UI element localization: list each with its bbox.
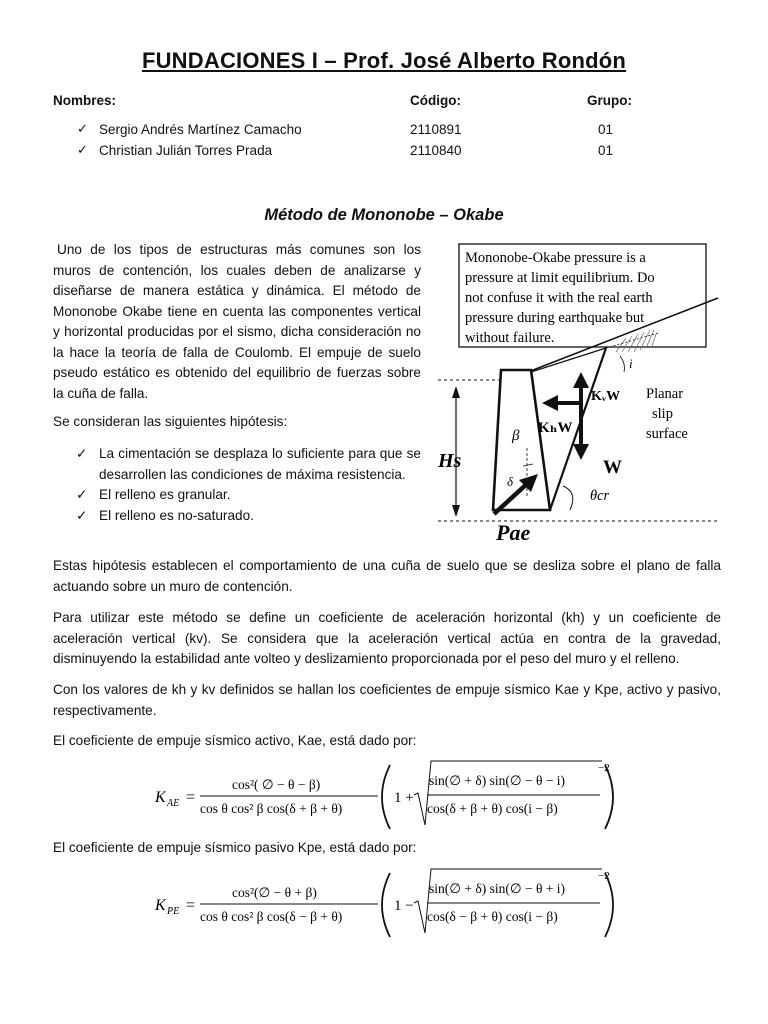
kpe-sign: 1 − [394,898,414,914]
student-group: 01 [598,143,614,158]
kpe-inner-denominator: cos(δ − β + θ) cos(i − β) [427,909,558,924]
figure-note-line: not confuse it with the real earth [465,290,653,306]
i-label: i [629,356,633,371]
paragraph: El coeficiente de empuje sísmico activo, Kae, está dado por: [53,733,417,748]
kv-w-label: KᵥW [591,389,621,404]
student-group: 01 [598,122,614,137]
kae-denominator: cos θ cos² β cos(δ + β + θ) [200,801,343,816]
mononobe-okabe-diagram [428,238,728,558]
student-code: 2110891 [410,122,462,137]
paragraph: Estas hipótesis establecen el comportamiento de una cuña de suelo que se desliza sobre el plano de falla actuando sobre un muro de contención. [53,558,721,594]
names-header: Nombres: [53,93,117,108]
figure-note-line: without failure. [465,330,555,346]
group-header: Grupo: [587,93,632,108]
list-item [76,506,421,527]
hypotheses-list [76,444,421,526]
paragraph: Para utilizar este método se define un coeficiente de aceleración horizontal (kh) y un coeficiente de aceleración vertical (kv). Se considera que la aceleración vertical actúa en contra de la gravedad, disminuyendo la estabilidad ante volteo y deslizamiento proporcionada por el peso del muro y el relleno. [53,610,721,666]
student-code: 2110840 [410,143,462,158]
hypotheses-title: Se consideran las siguientes hipótesis: [53,414,288,429]
paragraph: El coeficiente de empuje sísmico pasivo Kpe, está dado por: [53,840,417,855]
kpe-numerator: cos²(∅ − θ + β) [232,885,317,900]
intro-text: Uno de los tipos de estructuras más comunes son los muros de contención, los cuales deben de analizarse y diseñarse de manera estática y dinámica. El método de Mononobe Okabe tiene en cuenta las componentes vertical y horizontal producidas por el sismo, dicha consideración no la hace la teoría de falla de Coulomb. El empuje de suelo pseudo estático es obtenido del equilibrio de fuerzas sobre la cuña de falla. [53,242,421,401]
kpe-inner-numerator: sin(∅ + δ) sin(∅ − θ + i) [429,881,566,896]
svg-text:=: = [186,897,196,914]
figure-note-line: pressure at limit equilibrium. Do [465,270,655,286]
kpe-lhs-sub: PE [167,906,180,917]
kpe-denominator: cos θ cos² β cos(δ − β + θ) [200,909,343,924]
kae-exponent: −2 [598,762,610,774]
hypothesis-text: La cimentación se desplaza lo suficiente para que se desarrollen las condiciones de máxima resistencia. [99,446,421,482]
kae-numerator: cos²( ∅ − θ − β) [232,777,321,792]
surface-label: surface [646,426,688,442]
checkmark-icon: ✓ [77,121,88,136]
kpe-exponent: −2 [598,870,610,882]
checkmark-icon: ✓ [76,446,88,461]
kae-lhs: K [155,789,166,806]
delta-label: δ [507,474,514,489]
kpe-lhs: K [155,897,166,914]
w-label: W [603,457,622,478]
intro-paragraph [53,240,421,404]
list-item [76,485,421,506]
checkmark-icon: ✓ [76,487,88,502]
svg-text:=: = [186,789,196,806]
hs-label: Hs [438,450,462,472]
student-name: Christian Julián Torres Prada [99,143,273,158]
hypothesis-text: El relleno es no-saturado. [99,507,254,523]
kae-equation [150,755,630,835]
student-name: Sergio Andrés Martínez Camacho [99,122,302,137]
beta-label: β [512,428,520,444]
figure-note-line: pressure during earthquake but [465,310,645,326]
code-header: Código: [410,93,461,108]
slip-label: slip [652,406,673,422]
planar-label: Planar [646,386,684,402]
kpe-equation [150,863,630,943]
paragraph: Con los valores de kh y kv definidos se hallan los coeficientes de empuje sísmico Kae y Kpe, activo y pasivo, respectivamente. [53,682,721,718]
theta-cr-label: θcr [590,488,610,504]
kae-lhs-sub: AE [167,798,180,809]
pae-label: Pae [496,520,531,545]
kae-inner-denominator: cos(δ + β + θ) cos(i − β) [427,801,558,816]
kae-sign: 1 + [394,790,414,806]
kh-w-label: KₕW [538,420,573,436]
checkmark-icon: ✓ [77,142,88,157]
list-item [76,444,421,485]
page-title: FUNDACIONES I – Prof. José Alberto Rondón [141,48,627,73]
kae-inner-numerator: sin(∅ + δ) sin(∅ − θ − i) [429,773,566,788]
section-title: Método de Mononobe – Okabe [264,206,504,224]
checkmark-icon: ✓ [76,507,88,523]
hypothesis-text: El relleno es granular. [99,487,231,502]
figure-note-line: Mononobe-Okabe pressure is a [465,250,646,266]
